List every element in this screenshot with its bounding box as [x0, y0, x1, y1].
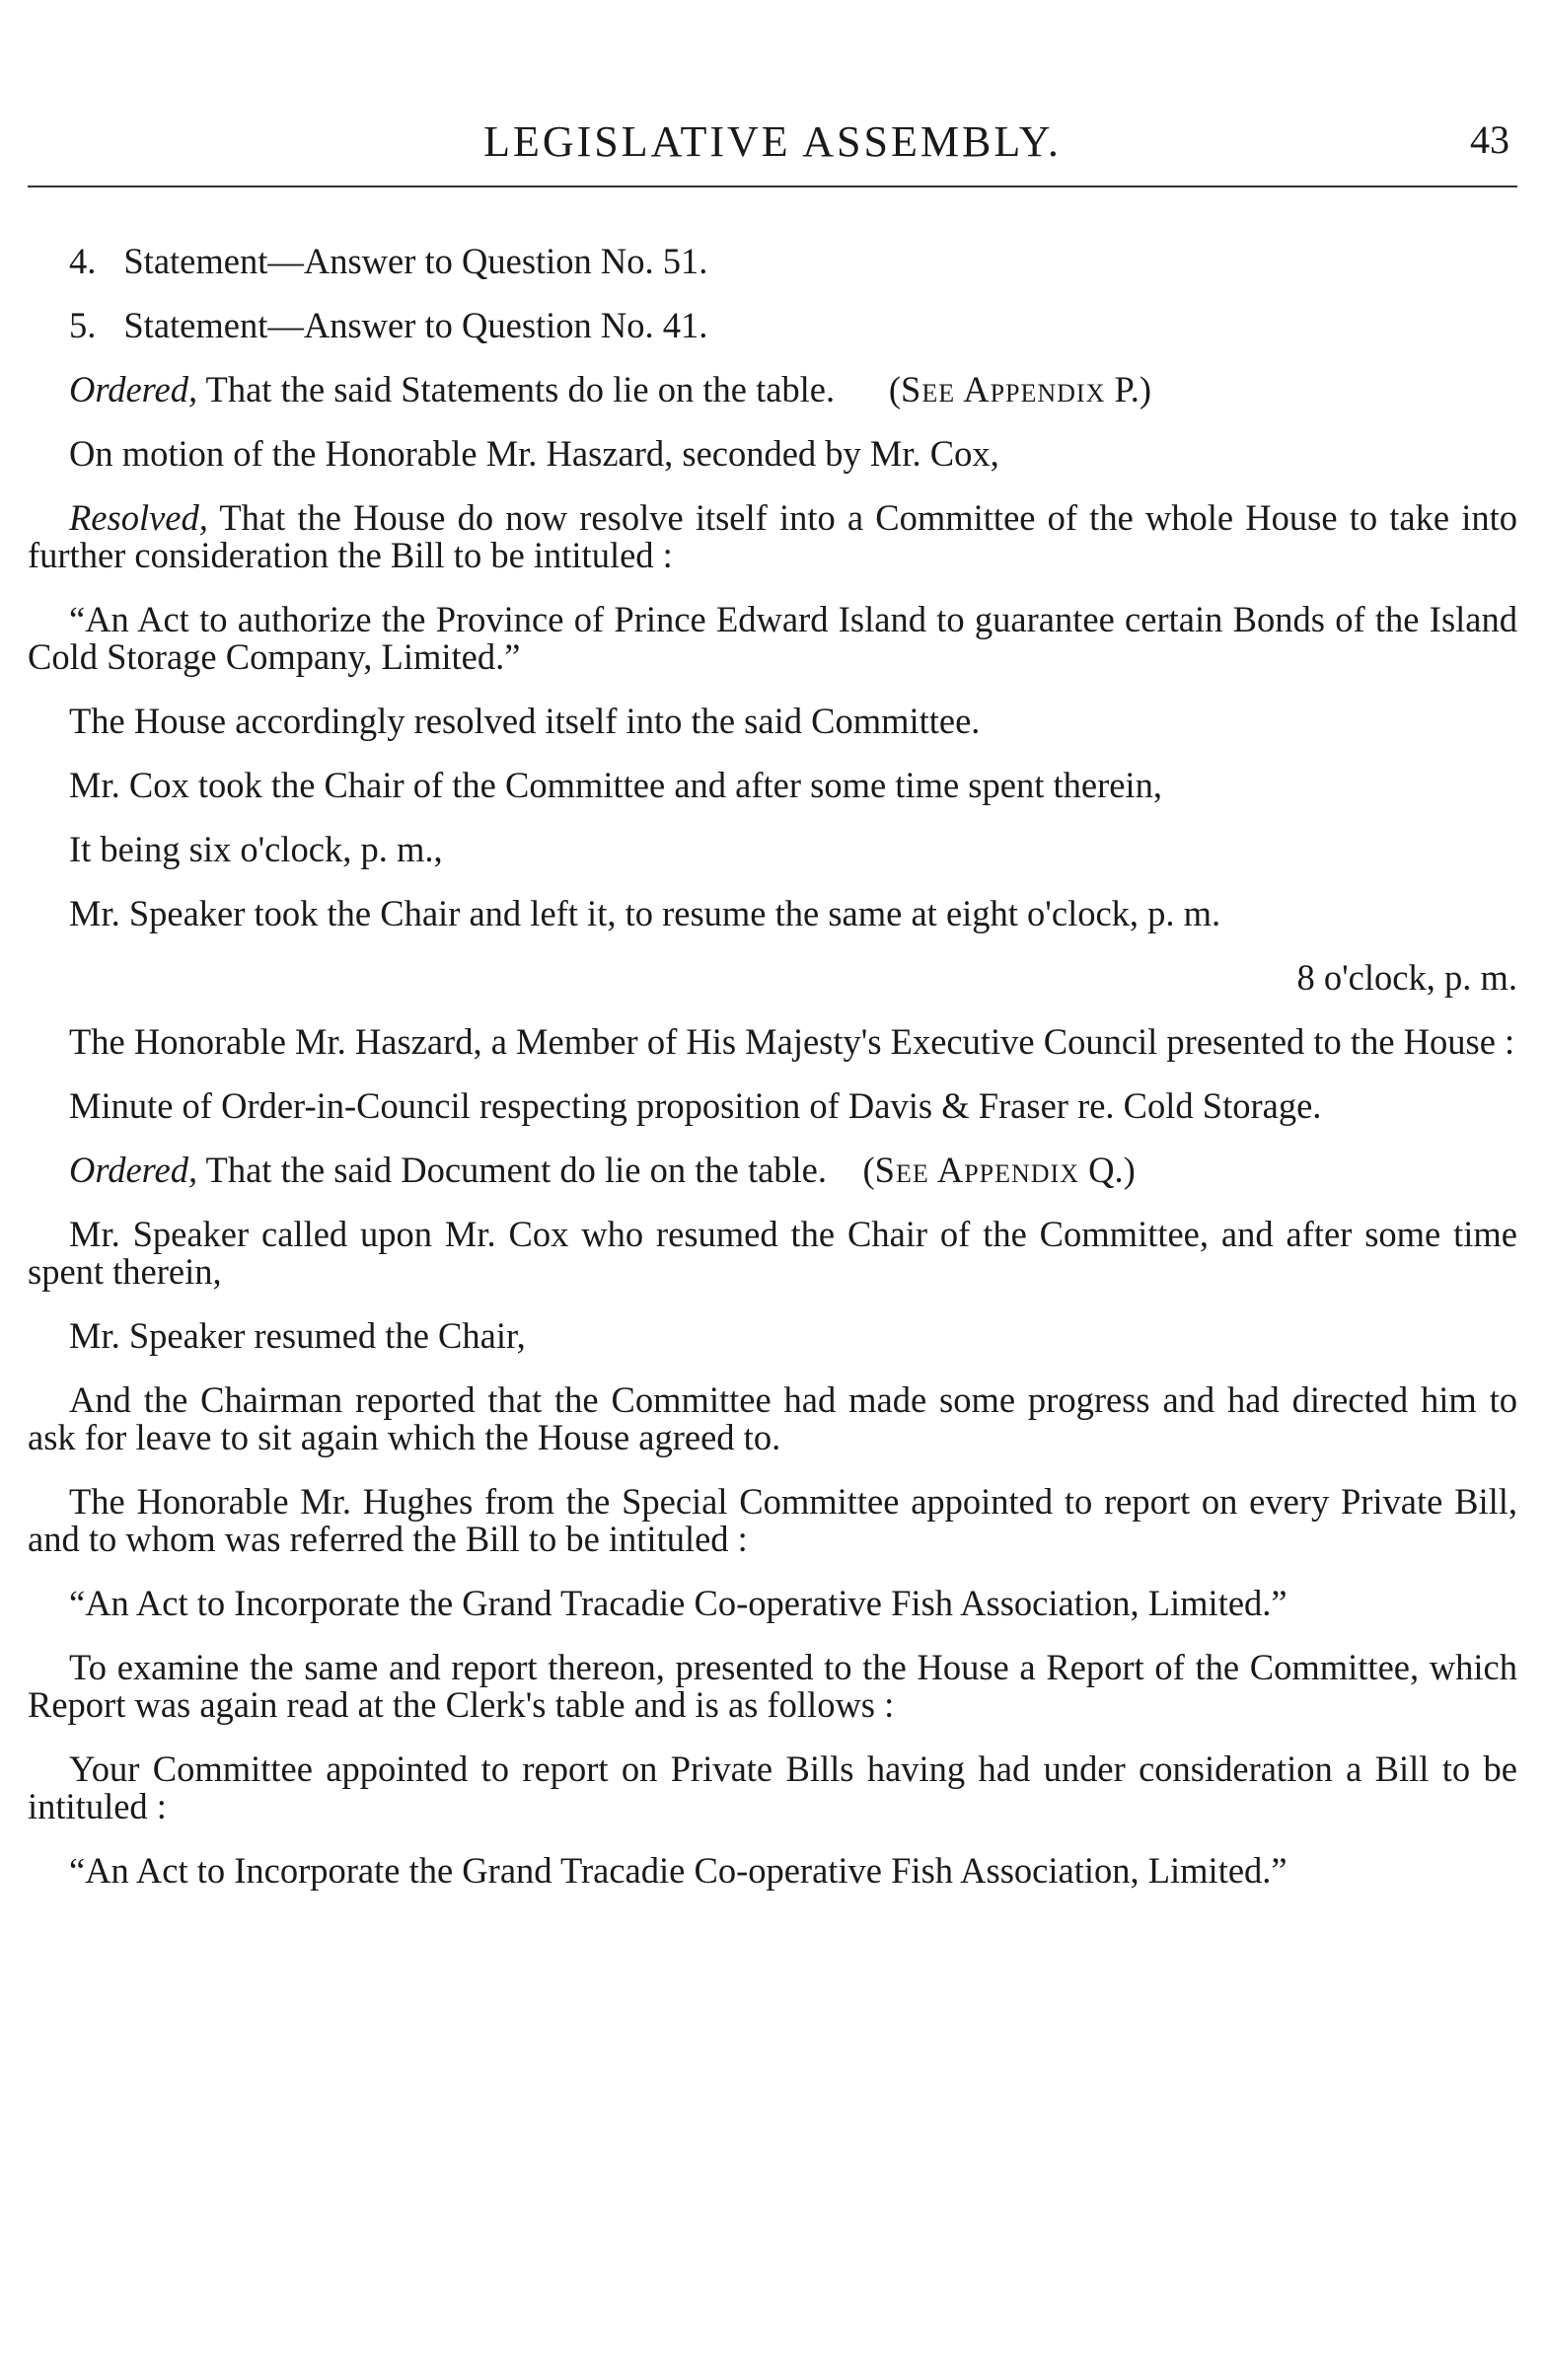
- item-number: 5.: [69, 305, 97, 345]
- motion-paragraph: On motion of the Honorable Mr. Haszard, seconded by Mr. Cox,: [69, 433, 999, 474]
- appendix-ref: See Appendix: [874, 1150, 1079, 1190]
- speaker-called-paragraph: Mr. Speaker called upon Mr. Cox who resumed the Chair of the Committee, and after some time spent therein,: [28, 1214, 1517, 1292]
- ordered-lead: Ordered,: [69, 1150, 198, 1190]
- speaker-resumed-paragraph: Mr. Speaker resumed the Chair,: [69, 1315, 526, 1356]
- ordered-lead: Ordered,: [69, 369, 198, 409]
- minute-paragraph: Minute of Order-in-Council respecting proposition of Davis & Fraser re. Cold Storage.: [69, 1085, 1322, 1126]
- ordered-text: That the said Document do lie on the table.: [197, 1150, 828, 1190]
- appendix-letter: Q.): [1079, 1150, 1136, 1190]
- chairman-reported-paragraph: And the Chairman reported that the Committee had made some progress and had directed him to ask for leave to sit again which the House agreed to.: [28, 1379, 1517, 1457]
- list-item: [28, 243, 1517, 280]
- appendix-ref-open: (: [862, 1150, 875, 1190]
- document-page: [28, 116, 1517, 1916]
- resolved-text: That the House do now resolve itself into a Committee of the whole House to take into further consideration the Bill to be intituled :: [28, 497, 1517, 575]
- ordered-paragraph: [28, 371, 1517, 409]
- cox-chair-paragraph: Mr. Cox took the Chair of the Committee and after some time spent therein,: [69, 765, 1162, 805]
- item-number: 4.: [69, 241, 97, 281]
- time-stamp: 8 o'clock, p. m.: [1296, 957, 1517, 998]
- haszard-presented-paragraph: The Honorable Mr. Haszard, a Member of His Majesty's Executive Council presented to the House :: [69, 1021, 1515, 1062]
- appendix-ref-open: (: [888, 369, 902, 409]
- bill-title-cold-storage: “An Act to authorize the Province of Prince Edward Island to guarantee certain Bonds of the Island Cold Storage Company, Limited.”: [28, 599, 1517, 677]
- page-number: 43: [1470, 117, 1509, 162]
- page-header: [28, 116, 1517, 187]
- speaker-left-paragraph: Mr. Speaker took the Chair and left it, to resume the same at eight o'clock, p. m.: [69, 893, 1221, 933]
- resolved-lead: Resolved,: [69, 497, 208, 538]
- ordered-paragraph: [28, 1152, 1517, 1189]
- appendix-letter: P.): [1105, 369, 1152, 409]
- bill-title-fish-association: “An Act to Incorporate the Grand Tracadie Co-operative Fish Association, Limited.”: [69, 1850, 1288, 1891]
- item-text: Statement—Answer to Question No. 51.: [123, 241, 708, 281]
- six-oclock-paragraph: It being six o'clock, p. m.,: [69, 829, 443, 869]
- list-item: [28, 307, 1517, 344]
- resolved-paragraph: [28, 499, 1517, 574]
- ordered-text: That the said Statements do lie on the table.: [197, 369, 836, 409]
- page-title: LEGISLATIVE ASSEMBLY.: [483, 117, 1062, 166]
- document-body: [28, 187, 1517, 1890]
- appendix-ref: See Appendix: [901, 369, 1106, 409]
- item-text: Statement—Answer to Question No. 41.: [123, 305, 708, 345]
- your-committee-paragraph: Your Committee appointed to report on Private Bills having had under consideration a Bill to be intituled :: [28, 1748, 1517, 1826]
- to-examine-paragraph: To examine the same and report thereon, presented to the House a Report of the Committee, which Report was again read at the Clerk's table and is as follows :: [28, 1647, 1517, 1725]
- hughes-paragraph: The Honorable Mr. Hughes from the Special Committee appointed to report on every Private Bill, and to whom was referred the Bill to be intituled :: [28, 1481, 1517, 1559]
- bill-title-fish-association: “An Act to Incorporate the Grand Tracadie Co-operative Fish Association, Limited.”: [69, 1583, 1288, 1623]
- house-resolved-paragraph: The House accordingly resolved itself into the said Committee.: [69, 701, 981, 741]
